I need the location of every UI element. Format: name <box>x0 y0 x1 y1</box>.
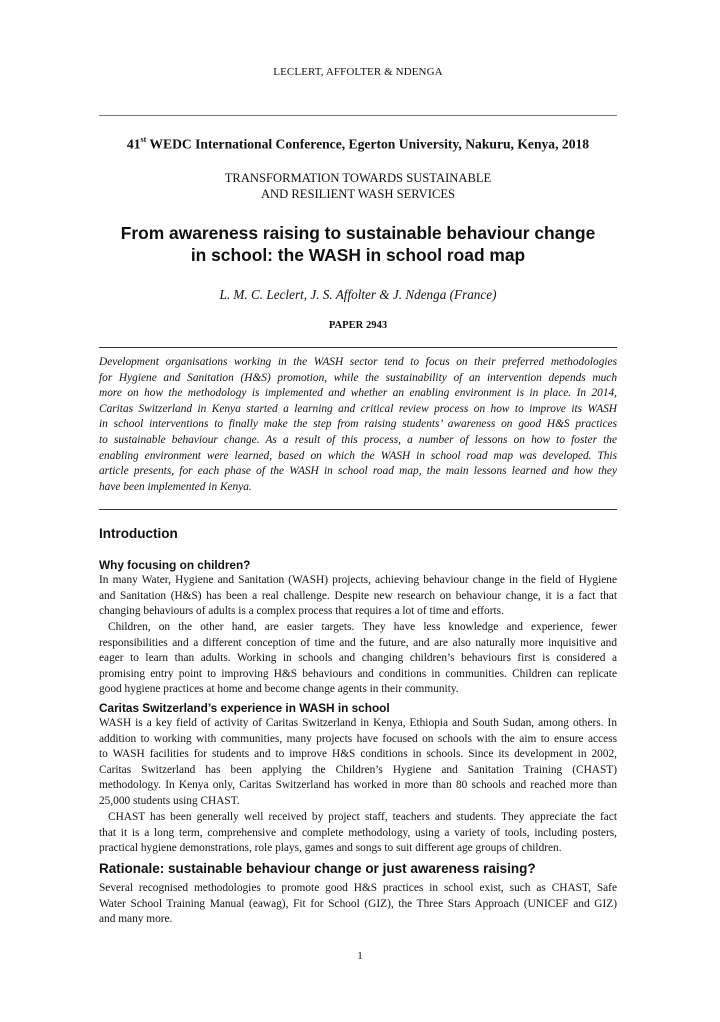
text-line: changing behaviours of adults is a complex process that requires a lot of time and efforts. <box>99 605 504 618</box>
text-line: WASH is a key field of activity of Caritas Switzerland in Kenya, Ethiopia and South Sudan, among others. In <box>99 717 617 729</box>
text-line: Children, on the other hand, are easier targets. They have less knowledge and experience, fewer <box>108 621 617 633</box>
text-line: for Hygiene and Sanitation (H&S) promotion, while the sustainability of an intervention depends much <box>99 371 617 384</box>
text-line: good hygiene practices at home and become change agents in their community. <box>99 683 459 696</box>
text-line: methodology. In Kenya only, Caritas Switzerland has worked in more than 80 schools and reached more than <box>99 779 617 792</box>
paragraph-caritas-1 <box>99 716 617 810</box>
text-line: and Sanitation (H&S) has been a real challenge. Despite new research on behaviour change, it is a fact that <box>99 589 617 602</box>
abstract-top-rule <box>99 347 617 348</box>
paragraph-caritas-2 <box>99 810 617 857</box>
text-line: 25,000 students using CHAST. <box>99 794 240 807</box>
text-line: addition to working with communities, many projects have focused on schools with the aim to ensure access <box>99 732 617 745</box>
text-line: and many more. <box>99 913 173 926</box>
subsection-heading-why-children: Why focusing on children? <box>99 558 251 572</box>
text-line: that it is a long term, comprehensive and complete methodology, using a variety of tools, including posters, <box>99 826 617 839</box>
section-heading-introduction: Introduction <box>99 526 178 541</box>
page-number: 1 <box>357 950 363 962</box>
text-line: to sustainable behaviour change. As a result of this process, a number of lessons on how to foster the <box>99 433 617 446</box>
text-line: promising entry point to improving H&S behaviours and conditions in communities. Children can replicate <box>99 667 617 680</box>
section-heading-rationale: Rationale: sustainable behaviour change or just awareness raising? <box>99 861 536 876</box>
title-line: From awareness raising to sustainable behaviour change <box>120 223 596 243</box>
text-line: Caritas Switzerland has been applying the Children’s Hygiene and Sanitation Training (CHAST) <box>99 763 617 776</box>
subsection-heading-caritas: Caritas Switzerland’s experience in WASH in school <box>99 701 390 715</box>
text-line: Several recognised methodologies to promote good H&S practices in school exist, such as CHAST, Safe <box>99 882 617 894</box>
title-line: in school: the WASH in school road map <box>190 245 526 265</box>
text-line: Development organisations working in the WASH sector tend to focus on their preferred methodologies <box>99 356 617 368</box>
text-line: in school interventions to finally make the step from raising students’ awareness on good H&S practices <box>99 418 617 431</box>
text-line: responsibilities and a different conception of time and the future, and are also naturally more inquisitive and <box>99 636 617 649</box>
text-line: Caritas Switzerland in Kenya started a learning and critical review process on how to improve its WASH <box>99 402 617 415</box>
text-line: article presents, for each phase of the WASH in school road map, the main lessons learned and how they <box>99 465 617 478</box>
paper-number: PAPER 2943 <box>328 320 388 331</box>
text-line: enabling environment were learned, based on which the WASH in school road map was developed. This <box>99 449 617 462</box>
conference-line <box>98 136 618 153</box>
running-head: LECLERT, AFFOLTER & NDENGA <box>273 66 443 78</box>
text-line: practical hygiene demonstrations, role plays, games and songs to suit different age groups of children. <box>99 842 562 855</box>
text-line: Water School Training Manual (eawag), Fit for School (GIZ), the Three Stars Approach (UNICEF and GIZ) <box>99 897 617 910</box>
text-line: In many Water, Hygiene and Sanitation (WASH) projects, achieving behaviour change in the field of Hygiene <box>99 574 617 586</box>
paragraph-rationale-1 <box>99 881 617 928</box>
abstract-bottom-rule <box>99 509 617 510</box>
conference-number: 41 <box>126 136 141 152</box>
abstract <box>99 355 617 495</box>
conference-ordinal: st <box>140 135 147 144</box>
theme-line: AND RESILIENT WASH SERVICES <box>260 187 456 201</box>
text-line: to WASH facilities for students and to improve H&S conditions in schools. Since its development in 2002, <box>99 748 617 761</box>
paper-title <box>88 222 628 266</box>
text-line: eager to learn than adults. Working in schools and changing children’s behaviours first is considered a <box>99 652 617 665</box>
text-line: have been implemented in Kenya. <box>99 480 252 493</box>
theme-line: TRANSFORMATION TOWARDS SUSTAINABLE <box>224 171 492 185</box>
conference-theme <box>98 170 618 202</box>
authors: L. M. C. Leclert, J. S. Affolter & J. Ndenga (France) <box>219 287 497 302</box>
paragraph-why-1 <box>99 573 617 620</box>
conference-name: WEDC International Conference, Egerton University, Nakuru, Kenya, 2018 <box>146 136 590 152</box>
text-line: CHAST has been generally well received by project staff, teachers and students. They appreciate the fact <box>108 811 617 823</box>
header-rule <box>99 115 617 116</box>
paragraph-why-2 <box>99 620 617 698</box>
text-line: more on how the methodology is implemented and whether an enabling environment is in place. In 2014, <box>99 387 617 400</box>
